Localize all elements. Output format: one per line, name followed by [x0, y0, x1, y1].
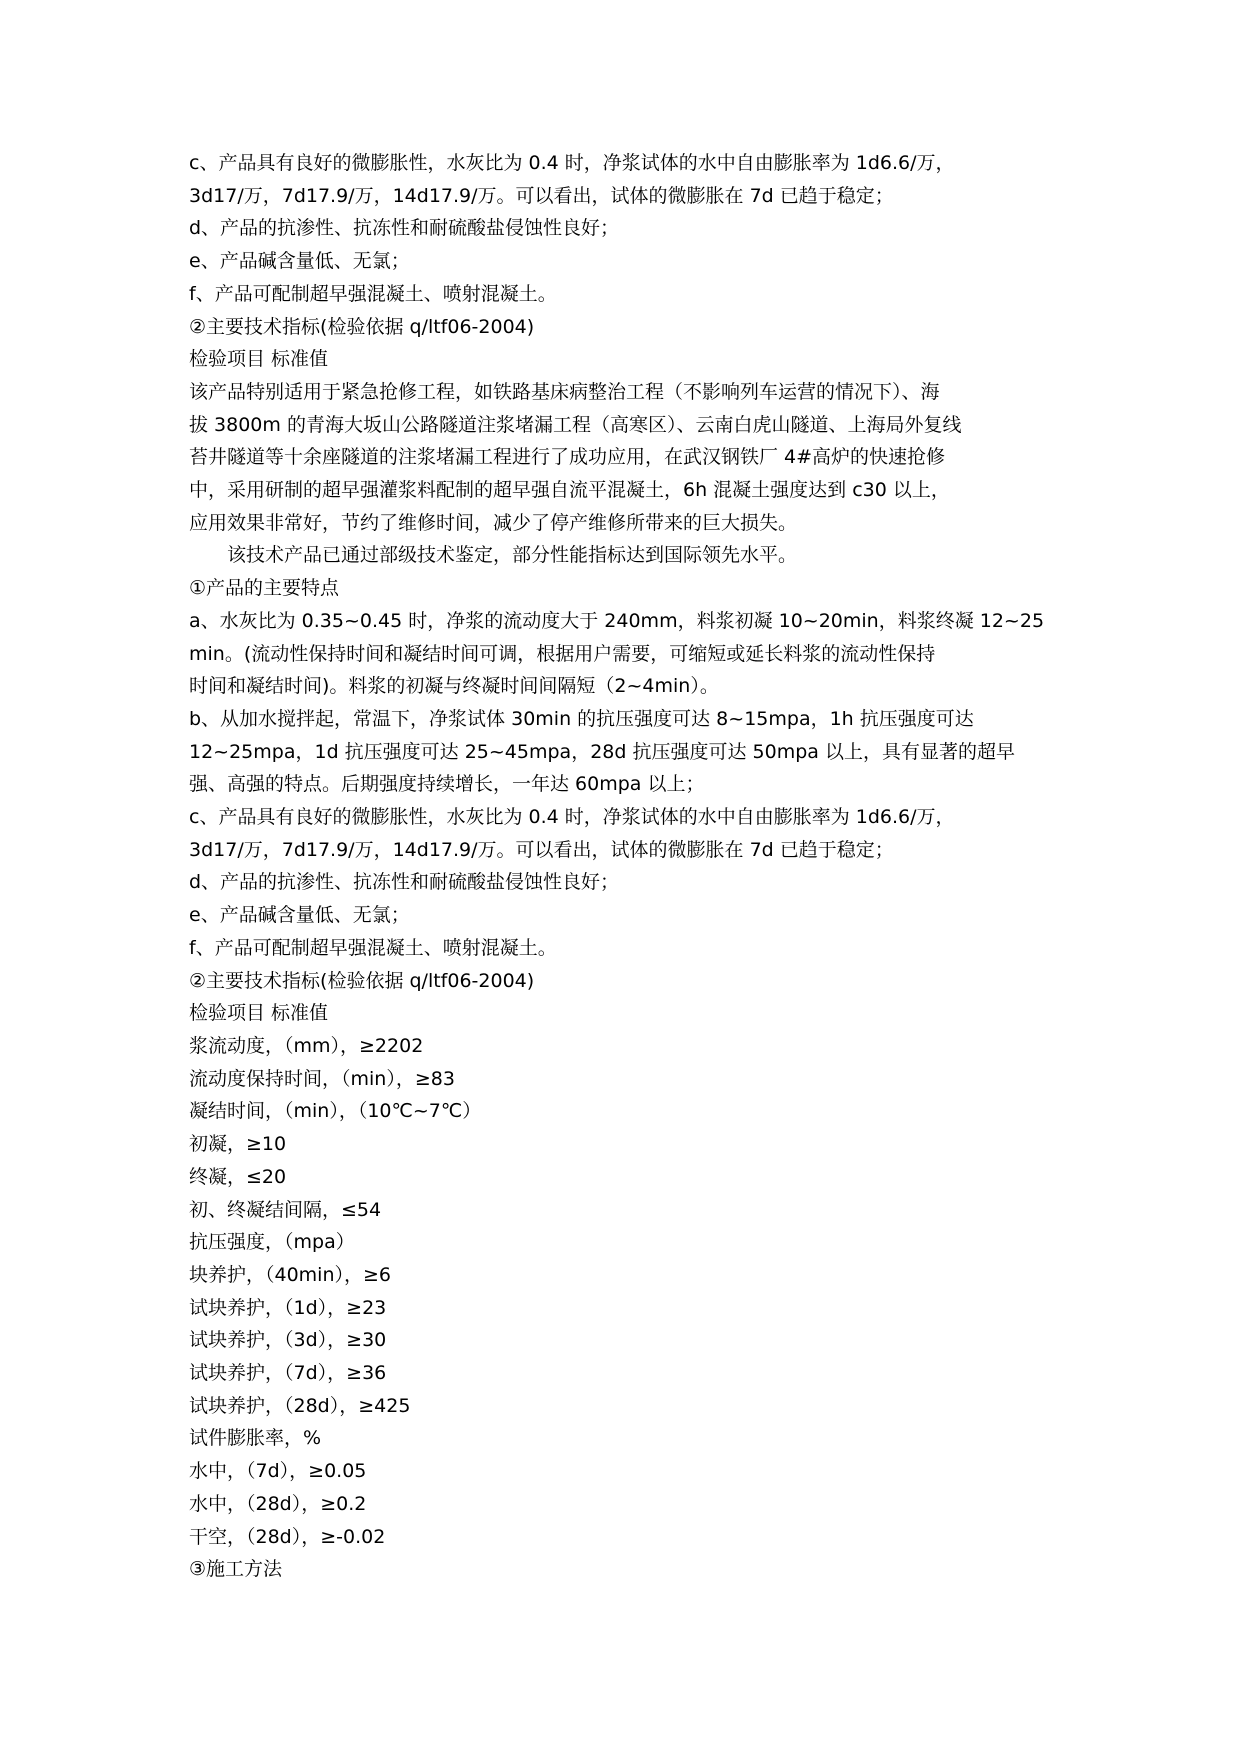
spec-item: 终凝，≤20 — [189, 1165, 287, 1188]
feature-a — [189, 605, 1049, 703]
feature-f: f、产品可配制超早强混凝土、喷射混凝土。 — [189, 282, 557, 305]
spec-item: 水中，（28d），≥0.2 — [189, 1492, 367, 1515]
spec-item: 初、终凝结间隔，≤54 — [189, 1198, 382, 1221]
feature-list-repeat — [189, 801, 1049, 1030]
feature-c-line-2: 3d17/万，7d17.9/万，14d17.9/万。可以看出，试体的微膨胀在 7d 已趋于稳定； — [189, 838, 894, 861]
spec-item: 试块养护，（3d），≥30 — [189, 1329, 387, 1352]
feature-b — [189, 703, 1049, 801]
spec-list — [189, 1030, 1049, 1586]
construction-method-heading: ③施工方法 — [189, 1558, 283, 1581]
spec-columns-header: 检验项目 标准值 — [189, 348, 329, 371]
application-line-5: 应用效果非常好，节约了维修时间，减少了停产维修所带来的巨大损失。 — [189, 511, 798, 534]
spec-item: 抗压强度，（mpa） — [189, 1231, 355, 1254]
application-line-1: 该产品特别适用于紧急抢修工程，如铁路基床病整治工程（不影响列车运营的情况下）、海 — [189, 380, 940, 403]
feature-a-line-2: min。(流动性保持时间和凝结时间可调，根据用户需要，可缩短或延长料浆的流动性保持 — [189, 642, 936, 665]
feature-c-line-1: c、产品具有良好的微膨胀性，水灰比为 0.4 时，净浆试体的水中自由膨胀率为 1d6.6/万， — [189, 806, 955, 829]
spec-item: 浆流动度，（mm），≥2202 — [189, 1034, 424, 1057]
feature-b-line-3: 强、高强的特点。后期强度持续增长，一年达 60mpa 以上； — [189, 773, 705, 796]
spec-item: 试块养护，（7d），≥36 — [189, 1362, 387, 1385]
spec-item: 流动度保持时间，（min），≥83 — [189, 1067, 455, 1090]
spec-item: 凝结时间，（min），（10℃~7℃） — [189, 1100, 482, 1123]
spec-heading: ②主要技术指标(检验依据 q/ltf06-2004) — [189, 315, 535, 338]
application-line-4: 中，采用研制的超早强灌浆料配制的超早强自流平混凝土，6h 混凝土强度达到 c30 以上， — [189, 479, 950, 502]
feature-a-line-1: a、水灰比为 0.35~0.45 时，净浆的流动度大于 240mm，料浆初凝 10~20min，料浆终凝 12~25 — [189, 609, 1045, 632]
feature-d: d、产品的抗渗性、抗冻性和耐硫酸盐侵蚀性良好； — [189, 217, 620, 240]
feature-b-line-2: 12~25mpa，1d 抗压强度可达 25~45mpa，28d 抗压强度可达 50mpa 以上，具有显著的超早 — [189, 740, 1015, 763]
feature-c-line-1: c、产品具有良好的微膨胀性，水灰比为 0.4 时，净浆试体的水中自由膨胀率为 1d6.6/万， — [189, 152, 955, 174]
spec-item: 块养护，（40min），≥6 — [189, 1263, 392, 1286]
spec-item: 试块养护，（1d），≥23 — [189, 1296, 387, 1319]
spec-item: 初凝，≥10 — [189, 1133, 287, 1156]
spec-item: 水中，（7d），≥0.05 — [189, 1460, 367, 1483]
feature-e: e、产品碱含量低、无氯； — [189, 904, 410, 927]
spec-heading: ②主要技术指标(检验依据 q/ltf06-2004) — [189, 969, 535, 992]
feature-f: f、产品可配制超早强混凝土、喷射混凝土。 — [189, 936, 557, 959]
application-paragraph — [189, 376, 1049, 540]
application-line-3: 苔井隧道等十余座隧道的注浆堵漏工程进行了成功应用，在武汉钢铁厂 4#高炉的快速抢修 — [189, 446, 946, 469]
features-title: ①产品的主要特点 — [189, 577, 340, 600]
document-page — [189, 147, 1049, 1586]
feature-a-line-3: 时间和凝结时间)。料浆的初凝与终凝时间间隔短（2~4min）。 — [189, 675, 719, 698]
spec-item: 试件膨胀率，% — [189, 1427, 322, 1450]
spec-columns-header: 检验项目 标准值 — [189, 1002, 329, 1025]
feature-e: e、产品碱含量低、无氯； — [189, 250, 410, 273]
evaluation-paragraph: 该技术产品已通过部级技术鉴定，部分性能指标达到国际领先水平。 — [227, 544, 798, 567]
feature-b-line-1: b、从加水搅拌起，常温下，净浆试体 30min 的抗压强度可达 8~15mpa，1h 抗压强度可达 — [189, 707, 974, 730]
intro-feature-list — [189, 147, 1049, 376]
feature-d: d、产品的抗渗性、抗冻性和耐硫酸盐侵蚀性良好； — [189, 871, 620, 894]
application-line-2: 拔 3800m 的青海大坂山公路隧道注浆堵漏工程（高寒区）、云南白虎山隧道、上海局外复线 — [189, 413, 962, 436]
feature-c-line-2: 3d17/万，7d17.9/万，14d17.9/万。可以看出，试体的微膨胀在 7d 已趋于稳定； — [189, 184, 894, 207]
spec-item: 试块养护，（28d），≥425 — [189, 1394, 411, 1417]
spec-item: 干空，（28d），≥-0.02 — [189, 1525, 386, 1548]
